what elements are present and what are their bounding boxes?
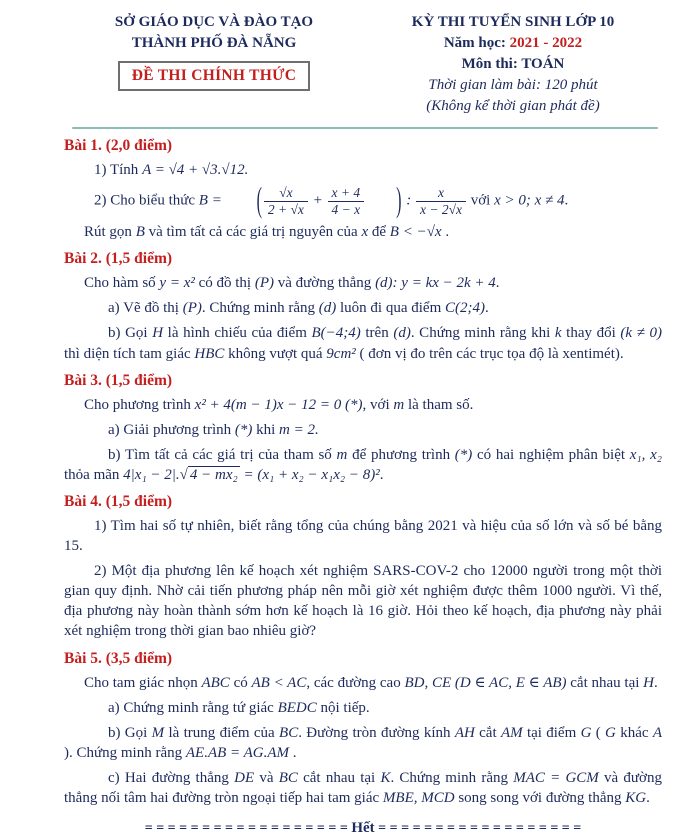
math-run: = (x₁ + x₂ − x₁x₂ − 8)² bbox=[239, 466, 380, 483]
paragraph bbox=[64, 516, 662, 556]
sqrt-expression: √ 4 − mx₂ bbox=[179, 466, 238, 483]
paragraph bbox=[64, 723, 662, 763]
text-run: . bbox=[379, 466, 384, 483]
math-run: G bbox=[580, 724, 592, 741]
text-run: a) Giải phương trình bbox=[108, 421, 235, 438]
fraction bbox=[416, 185, 466, 217]
text-run: Cho phương trình bbox=[84, 396, 195, 413]
text-run: có đồ thị bbox=[194, 275, 255, 292]
section-bai-4 bbox=[64, 493, 662, 642]
math-run: BC bbox=[278, 769, 298, 786]
text-run: và đường thẳng bbox=[274, 275, 376, 292]
text-run: Cho tam giác nhọn bbox=[84, 674, 202, 691]
text-run: , các đường cao bbox=[306, 674, 405, 691]
text-run: . Chứng minh rằng bbox=[390, 769, 514, 786]
math-run: (*) bbox=[454, 446, 473, 463]
math-run: 9cm² bbox=[326, 345, 356, 362]
math-run: (d) bbox=[318, 300, 337, 317]
text-run: . Chứng minh rằng khi bbox=[410, 325, 555, 342]
text-run: trên bbox=[360, 325, 394, 342]
fraction bbox=[328, 185, 365, 217]
paragraph bbox=[64, 298, 662, 318]
text-run: Cho hàm số bbox=[84, 275, 160, 292]
department-name: SỞ GIÁO DỤC VÀ ĐÀO TẠO bbox=[114, 14, 314, 30]
math-run: m bbox=[393, 396, 405, 413]
text-run: . Chứng minh rằng bbox=[201, 300, 319, 317]
paragraph bbox=[64, 768, 662, 808]
text-run: . bbox=[495, 275, 500, 292]
big-paren: ( bbox=[256, 182, 262, 220]
paragraph bbox=[64, 698, 662, 718]
header-right-block bbox=[364, 12, 662, 117]
text-run: là hình chiếu của điểm bbox=[163, 325, 312, 342]
paragraph bbox=[64, 445, 662, 485]
text-run: để bbox=[368, 224, 390, 241]
math-run: (P) bbox=[182, 300, 202, 317]
text-run: và đường thẳng nối tâm hai đường tròn ngoại tiếp hai tam giác bbox=[64, 769, 662, 806]
math-run: B(−4;4) bbox=[311, 325, 361, 342]
year-value: 2021 - 2022 bbox=[509, 35, 583, 51]
text-run: thay đổi bbox=[561, 325, 621, 342]
math-run: A bbox=[652, 724, 663, 741]
subject-value: TOÁN bbox=[521, 56, 565, 72]
section-4-heading: Bài 4. (1,5 điểm) bbox=[64, 492, 173, 510]
math-run: (*) bbox=[234, 421, 253, 438]
math-run: (d): y = kx − 2k + 4 bbox=[375, 275, 496, 292]
text-run: . bbox=[654, 674, 658, 691]
math-run: ABC bbox=[201, 674, 230, 691]
math-run: MBE, MCD bbox=[382, 790, 455, 806]
text-run: . bbox=[564, 192, 569, 209]
paragraph bbox=[64, 160, 662, 180]
text-run: cắt bbox=[474, 724, 501, 741]
text-run: . bbox=[646, 790, 650, 806]
text-run: khác bbox=[615, 724, 653, 741]
subject-line bbox=[364, 54, 662, 75]
math-run: KG bbox=[625, 790, 647, 806]
text-run: b) Gọi bbox=[108, 325, 153, 342]
math-run: B = bbox=[198, 192, 226, 209]
section-2-heading: Bài 2. (1,5 điểm) bbox=[64, 250, 173, 268]
text-run: ( đơn vị đo trên các trục tọa độ là xentimét). bbox=[355, 345, 624, 362]
math-run: M bbox=[151, 724, 165, 741]
section-bai-2 bbox=[64, 250, 662, 363]
subject-label: Môn thi: bbox=[461, 56, 518, 72]
text-run: và bbox=[254, 769, 279, 786]
paragraph bbox=[64, 323, 662, 363]
section-bai-1 bbox=[64, 137, 662, 242]
text-run: khi bbox=[252, 421, 280, 438]
math-run: DE bbox=[234, 769, 255, 786]
math-run: : bbox=[402, 192, 415, 209]
text-run: có hai nghiệm phân biệt bbox=[472, 446, 630, 463]
text-run: nội tiếp. bbox=[316, 699, 370, 716]
big-paren: ) bbox=[396, 182, 402, 220]
paragraph bbox=[64, 420, 662, 440]
paragraph bbox=[64, 561, 662, 641]
math-run: (k ≠ 0) bbox=[620, 325, 663, 342]
denominator: 4 − x bbox=[328, 201, 365, 218]
math-run: B bbox=[135, 224, 145, 241]
math-run: G bbox=[605, 724, 616, 741]
text-run: . bbox=[485, 300, 489, 317]
section-bai-3 bbox=[64, 372, 662, 485]
text-run: a) Chứng minh rằng tứ giác bbox=[108, 699, 278, 716]
section-bai-5 bbox=[64, 650, 662, 809]
math-run: AE.AB = AG.AM bbox=[185, 744, 290, 761]
math-run: HBC bbox=[194, 345, 225, 362]
text-run: Rút gọn bbox=[84, 224, 136, 241]
het-label: Hết bbox=[351, 820, 375, 837]
math-run: m = 2. bbox=[279, 421, 319, 438]
math-run: B < −√x bbox=[389, 224, 442, 241]
text-run: và tìm tất cả các giá trị nguyên của bbox=[144, 224, 362, 241]
text-run: b) Tìm tất cả các giá trị của tham số bbox=[108, 446, 337, 463]
duration-line: Thời gian làm bài: 120 phút bbox=[428, 77, 598, 93]
text-run: luôn đi qua điểm bbox=[336, 300, 445, 317]
text-run: thỏa mãn bbox=[64, 466, 124, 483]
math-run: H bbox=[643, 674, 654, 691]
numerator: x bbox=[437, 185, 444, 201]
numerator: √x bbox=[279, 185, 293, 201]
text-run: tại điểm bbox=[522, 724, 581, 741]
math-run: k bbox=[554, 325, 562, 342]
math-run: C(2;4) bbox=[445, 300, 485, 317]
math-run: AH bbox=[454, 724, 475, 741]
math-run: x > 0; x ≠ 4 bbox=[494, 192, 565, 209]
math-run: H bbox=[152, 325, 164, 342]
text-run: a) Vẽ đồ thị bbox=[108, 300, 183, 317]
text-run: không vượt quá bbox=[224, 345, 327, 362]
text-run: là trung điểm của bbox=[164, 724, 280, 741]
stamp-wrap bbox=[64, 61, 364, 91]
text-run: để phương trình bbox=[347, 446, 455, 463]
math-run: (d) bbox=[393, 325, 411, 342]
text-run: 1) Tính bbox=[94, 162, 143, 178]
text-run: 1) Tìm hai số tự nhiên, biết rằng tổng của chúng bằng 2021 và hiệu của số lớn và số bé bằng 15. bbox=[64, 517, 662, 555]
radicand: 4 − mx₂ bbox=[189, 466, 238, 483]
paragraph bbox=[64, 273, 662, 293]
text-run: ). Chứng minh rằng bbox=[64, 744, 186, 761]
math-run: BC bbox=[279, 724, 299, 741]
section-5-heading: Bài 5. (3,5 điểm) bbox=[64, 649, 173, 667]
math-run: x₁, x₂ bbox=[629, 446, 662, 463]
math-run: A = √4 + √3.√12. bbox=[142, 162, 249, 178]
header-left-block bbox=[64, 12, 364, 117]
numerator: x + 4 bbox=[331, 185, 361, 201]
text-run: , với bbox=[362, 396, 394, 413]
paragraph bbox=[64, 395, 662, 415]
duration-note: (Không kể thời gian phát đề) bbox=[426, 98, 600, 114]
paragraph-formula bbox=[64, 182, 662, 220]
math-run: K bbox=[380, 769, 391, 786]
math-run: AM bbox=[500, 724, 523, 741]
divider-line bbox=[72, 127, 658, 129]
text-run: song song với đường thẳng bbox=[454, 790, 626, 806]
math-run: y = x² bbox=[159, 275, 195, 292]
equals-left: = = = = = = = = = = = = = = = = = = bbox=[144, 821, 348, 837]
section-3-heading: Bài 3. (1,5 điểm) bbox=[64, 371, 173, 389]
equals-right: = = = = = = = = = = = = = = = = = = bbox=[378, 821, 582, 837]
text-run: b) Gọi bbox=[108, 724, 152, 741]
math-run: x² + 4(m − 1)x − 12 = 0 (*) bbox=[194, 396, 363, 413]
denominator: x − 2√x bbox=[416, 201, 466, 218]
math-run: 4|x₁ − 2|. bbox=[123, 466, 180, 483]
text-run: cắt nhau tại bbox=[297, 769, 381, 786]
math-run: BEDC bbox=[277, 699, 317, 716]
text-run: . bbox=[289, 744, 297, 761]
header bbox=[64, 12, 662, 117]
paragraph bbox=[64, 222, 662, 242]
math-run: MAC = GCM bbox=[513, 769, 599, 786]
text-run: có bbox=[229, 674, 252, 691]
math-run: BD, CE (D ∈ AC, E ∈ AB) bbox=[404, 674, 567, 691]
section-1-heading: Bài 1. (2,0 điểm) bbox=[64, 137, 173, 154]
math-run: m bbox=[336, 446, 348, 463]
exam-title: KỲ THI TUYỂN SINH LỚP 10 bbox=[411, 14, 615, 30]
text-run: là tham số. bbox=[404, 396, 474, 413]
school-year-line bbox=[364, 33, 662, 54]
text-run: thì diện tích tam giác bbox=[64, 345, 195, 362]
text-run: với bbox=[467, 192, 495, 209]
text-run: . Đường tròn đường kính bbox=[298, 724, 455, 741]
end-marker bbox=[64, 820, 662, 837]
text-run: c) Hai đường thẳng bbox=[108, 769, 235, 786]
city-name: THÀNH PHỐ ĐÀ NẴNG bbox=[131, 35, 297, 51]
math-run: + bbox=[308, 192, 327, 209]
text-run: ( bbox=[591, 724, 606, 741]
text-run: 2) Một địa phương lên kế hoạch xét nghiệm SARS-COV-2 cho 12000 người trong một thời gian quy định. Nhờ cải tiến phương pháp nên mỗi giờ xét nghiệm được thêm 1000 người. Vì thế, địa phương này hoàn thành sớm hơn kế hoạch là 16 giờ. Hỏi theo kế hoạch, địa phương này phải xét nghiệm trong thời gian bao nhiêu giờ? bbox=[64, 563, 662, 640]
math-run: (P) bbox=[254, 275, 275, 292]
text-run: . bbox=[441, 224, 450, 241]
paragraph bbox=[64, 673, 662, 693]
text-run: cắt nhau tại bbox=[566, 674, 644, 691]
fraction bbox=[264, 185, 308, 217]
year-label: Năm học: bbox=[443, 35, 506, 51]
denominator: 2 + √x bbox=[264, 201, 308, 218]
text-run: 2) Cho biểu thức bbox=[94, 192, 199, 209]
official-exam-stamp: ĐỀ THI CHÍNH THỨC bbox=[118, 61, 311, 91]
math-run: AB < AC bbox=[251, 674, 307, 691]
math-run: x bbox=[361, 224, 369, 241]
